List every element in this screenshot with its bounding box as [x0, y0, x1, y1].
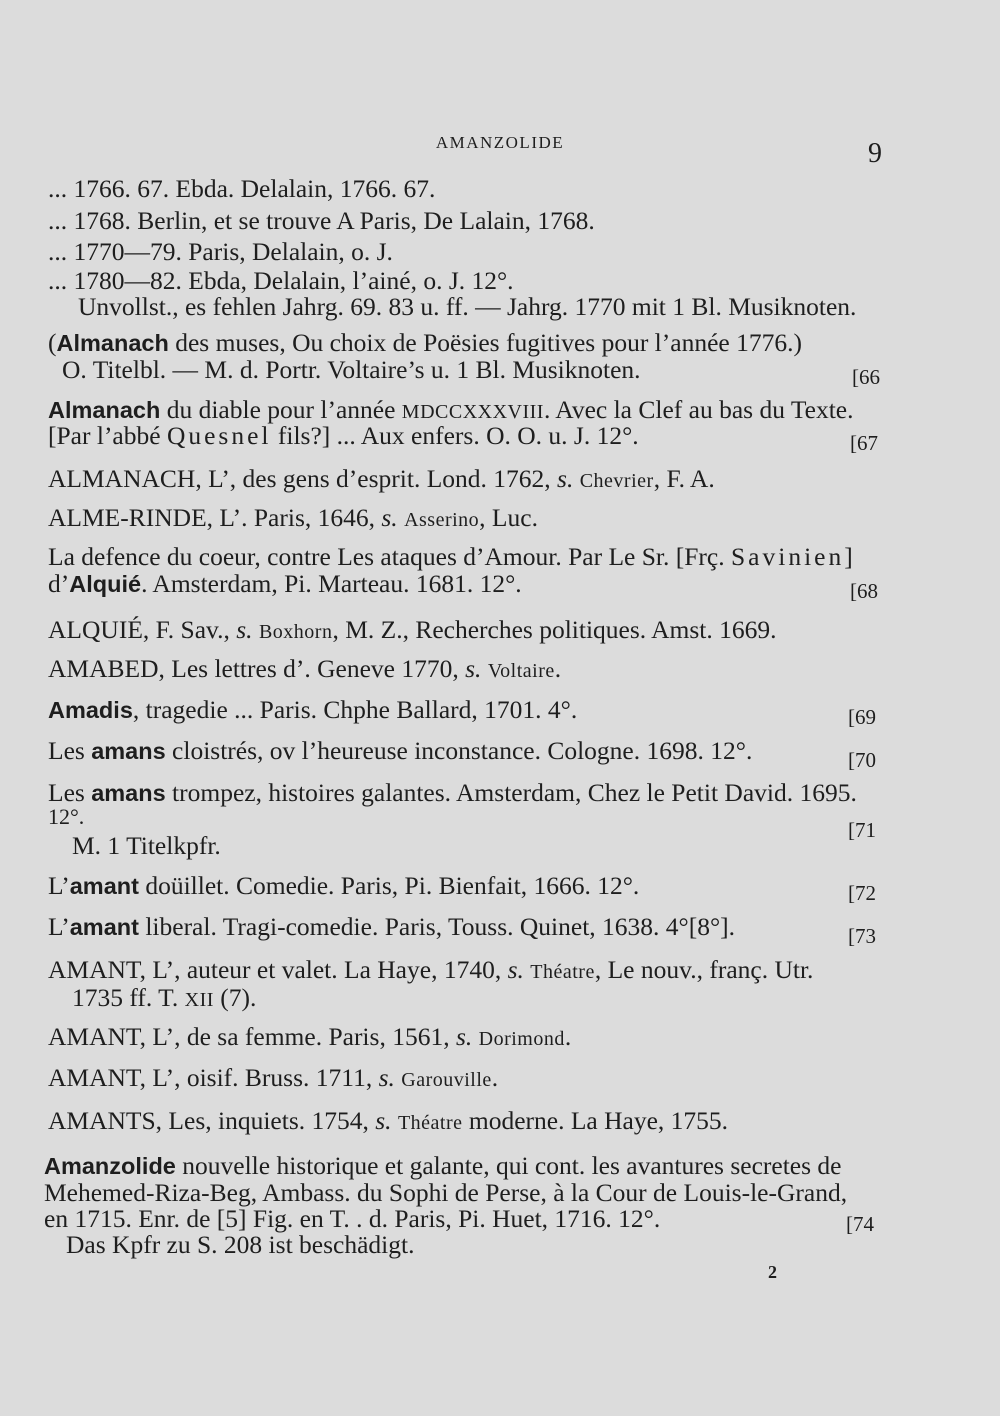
- entry-headword: Almanach: [48, 397, 161, 423]
- cross-reference: Garouville: [401, 1069, 492, 1091]
- cross-reference: Dorimond: [478, 1028, 565, 1050]
- entry-number: [70: [848, 748, 876, 772]
- cross-reference: Voltaire: [487, 660, 555, 682]
- cross-reference: Chevrier: [579, 470, 654, 492]
- entry-number: [69: [848, 705, 876, 729]
- entry-headword: Alquié: [69, 571, 142, 597]
- entry-headword: amans: [91, 780, 166, 806]
- entry-headword: Amadis: [48, 697, 133, 723]
- running-title: AMANZOLIDE: [435, 133, 565, 152]
- cross-reference: Boxhorn: [258, 621, 333, 643]
- entry-number: [67: [850, 431, 878, 455]
- signature-mark: 2: [768, 1262, 777, 1282]
- book-page: AMANZOLIDE 9 ... 1766. 67. Ebda. Delalain, 1766. 67. ... 1768. Berlin, et se trouve A Paris, De Lalain, 1768. ... 1770—79. Paris, Delalain, o. J. ... 1780—82. Ebda, Delalain, l’ainé, o. J. 12°. Unvollst., es fehlen Jahrg. 69. 83 u. ff. — Jahrg. 1770 mit 1 Bl. Musiknoten. (Almanach des muses, Ou choix de Poësies fugitives pour l’année 1776.) O. Titelbl. — M. d. Portr. Voltaire’s u. 1 Bl. Musiknoten. [66 Almanach du diable pour l’année MDCCXXXVIII. Avec la Clef au bas du Texte. [Par l’abbé Quesnel fils?] ... Aux enfers. O. O. u. J. 12°. [67 ALMANACH, L’, des gens d’esprit. Lond. 1762, s. Chevrier, F. A. ALME-RINDE, L’. Paris, 1646, s. Asserino, Luc. La defence du coeur, contre Les ataques d’Amour. Par Le Sr. [Frç. Savinien] d’Alquié. Amsterdam, Pi. Marteau. 1681. 12°. [68 ALQUIÉ, F. Sav., s. Boxhorn, M. Z., Recherches politiques. Amst. 1669. AMABED, Les lettres d’. Geneve 1770, s. Voltaire. Amadis, tragedie ... Paris. Chphe Ballard, 1701. 4°. [69 Les amans cloistrés, ov l’heureuse inconstance. Cologne. 1698. 12°. [70 Les amans trompez, histoires galantes. Amsterdam, Chez le Petit David. 1695. 12°. [71 M. 1 Titelkpfr. L’amant doüillet. Comedie. Paris, Pi. Bienfait, 1666. 12°. [72 L’amant liberal. Tragi-comedie. Paris, Touss. Quinet, 1638. 4°[8°]. [73 AMANT, L’, auteur et valet. La Haye, 1740, s. Théatre, Le nouv., franç. Utr. 1735 ff. T. XII (7). AMANT, L’, de sa femme. Paris, 1561, s. Dorimond. AMANT, L’, oisif. Bruss. 1711, s. Garouville. AMANTS, Les, inquiets. 1754, s. Théatre moderne. La Haye, 1755. Amanzolide nouvelle historique et galante, qui cont. les avantures secretes de Mehemed-Riza-Beg, Ambass. du Sophi de Perse, à la Cour de Louis-le-Grand, en 1715. Enr. de [5] Fig. en T. . d. Paris, Pi. Huet, 1716. 12°. [74 Das Kpfr zu S. 208 ist beschädigt. 2: [0, 0, 1000, 1416]
- cross-reference: Théatre: [397, 1112, 463, 1134]
- entry-number: [72: [848, 881, 876, 905]
- entry-headword: amant: [69, 873, 139, 899]
- entry-number: [66: [852, 365, 880, 389]
- entry-headword: Almanach: [56, 330, 169, 356]
- entry-headword: amant: [69, 914, 139, 940]
- entry-number: [73: [848, 924, 876, 948]
- entry-number: [74: [846, 1212, 874, 1236]
- page-number: 9: [868, 138, 882, 169]
- entry-number: [68: [850, 579, 878, 603]
- entry-headword: amans: [91, 738, 166, 764]
- cross-reference: Théatre: [530, 961, 595, 983]
- entry-headword: Amanzolide: [44, 1153, 176, 1179]
- cross-reference: Asserino: [404, 509, 480, 531]
- entry-number: [71: [848, 818, 876, 842]
